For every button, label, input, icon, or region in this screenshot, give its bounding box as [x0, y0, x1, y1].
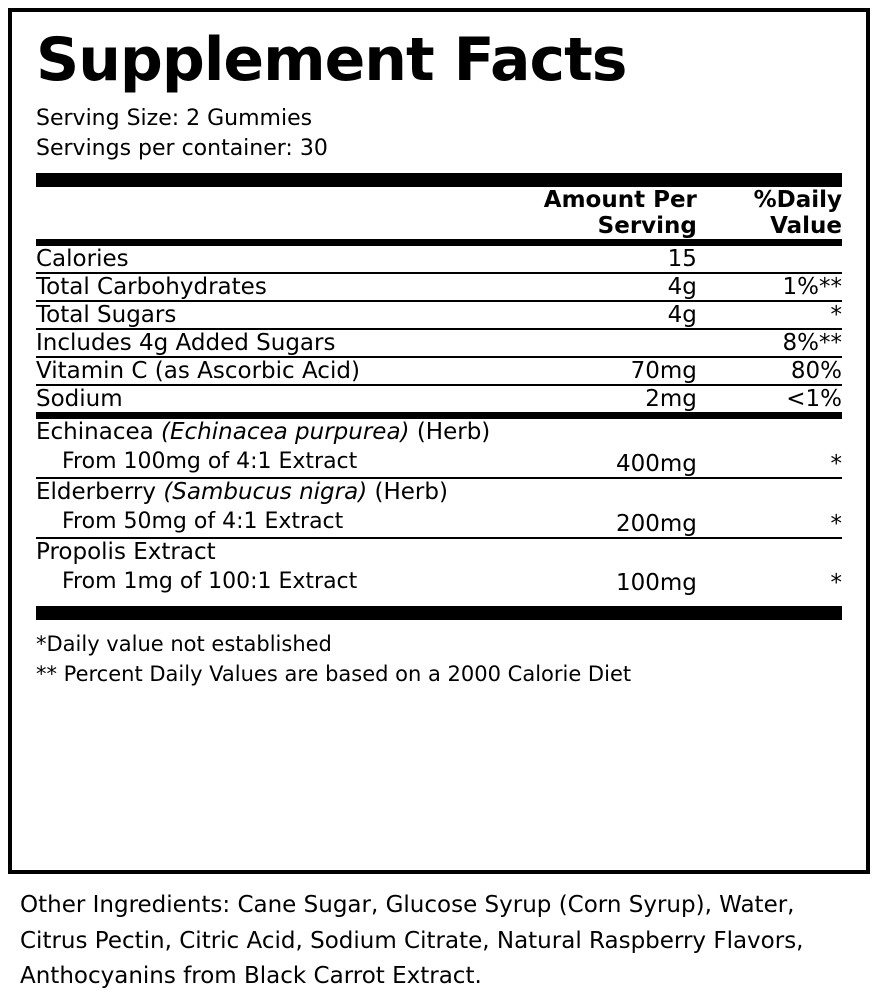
- divider-medium-header: [36, 239, 842, 246]
- page-title: Supplement Facts: [36, 25, 627, 95]
- nutrition-table: [36, 187, 842, 239]
- footnotes: [36, 630, 842, 689]
- herb-name: Echinacea: [36, 419, 162, 446]
- header-daily-value: %Daily Value: [753, 187, 842, 240]
- table-row: [36, 329, 842, 357]
- header-amount-per-serving: Amount Per Serving: [543, 187, 697, 240]
- nutrient-dv: 1%**: [697, 273, 842, 301]
- herb-name-cell: [36, 538, 503, 597]
- herb-source: From 100mg of 4:1 Extract: [62, 449, 358, 475]
- nutrient-amount: [503, 329, 696, 357]
- header-blank: [36, 187, 503, 239]
- table-row: [36, 246, 842, 273]
- herb-name-cell: [36, 478, 503, 538]
- nutrient-name: Includes 4g Added Sugars: [36, 329, 503, 357]
- herb-name: Propolis Extract: [36, 538, 216, 565]
- herb-dv: *: [697, 538, 842, 597]
- serving-info: [36, 104, 842, 163]
- nutrient-name: Calories: [36, 246, 129, 273]
- herb-name-cell: [36, 419, 503, 478]
- nutrient-amount: 4g: [503, 301, 696, 329]
- table-row: [36, 301, 842, 329]
- herb-latin-name: (Echinacea purpurea): [161, 419, 410, 446]
- herb-part: (Herb): [409, 419, 491, 446]
- nutrient-dv: 80%: [697, 357, 842, 385]
- nutrient-rows-table: [36, 246, 842, 412]
- herb-amount: 200mg: [503, 478, 696, 538]
- table-row: [36, 478, 842, 538]
- nutrient-amount: 70mg: [503, 357, 696, 385]
- herb-name: Elderberry: [36, 479, 164, 506]
- herb-source: From 1mg of 100:1 Extract: [62, 568, 358, 594]
- nutrient-amount: 15: [667, 246, 697, 273]
- footnote-daily-value: *Daily value not established: [36, 632, 332, 657]
- divider-thick-top: [36, 173, 842, 187]
- herb-amount: 400mg: [616, 451, 697, 478]
- divider-thick-bottom: [36, 606, 842, 620]
- serving-size: Serving Size: 2 Gummies: [36, 106, 313, 131]
- table-row: [36, 357, 842, 385]
- herb-source: From 50mg of 4:1 Extract: [62, 509, 344, 535]
- other-ingredients: Other Ingredients: Cane Sugar, Glucose Syrup (Corn Syrup), Water, Citrus Pectin, Citric Acid, Sodium Citrate, Natural Raspberry Flavors, Anthocyanins from Black Carrot Extract.: [20, 892, 804, 990]
- table-header-row: [36, 187, 842, 239]
- nutrient-name: Total Carbohydrates: [36, 273, 503, 301]
- table-row: [36, 419, 842, 478]
- nutrient-name: Total Sugars: [36, 301, 503, 329]
- nutrient-name: Sodium: [36, 385, 503, 412]
- herb-amount: 100mg: [503, 538, 696, 597]
- herbal-rows-table: [36, 419, 842, 596]
- nutrient-amount: 4g: [503, 273, 696, 301]
- nutrient-name: Vitamin C (as Ascorbic Acid): [36, 357, 503, 385]
- herb-dv: *: [830, 451, 842, 478]
- table-row: [36, 538, 842, 597]
- servings-per-container: Servings per container: 30: [36, 135, 328, 161]
- supplement-facts-panel: [8, 8, 870, 874]
- table-row: [36, 273, 842, 301]
- footnote-calorie-diet: ** Percent Daily Values are based on a 2000 Calorie Diet: [36, 661, 632, 686]
- nutrient-amount: 2mg: [503, 385, 696, 412]
- nutrient-dv: [697, 246, 842, 273]
- herb-part: (Herb): [367, 479, 448, 506]
- herb-dv: *: [697, 478, 842, 538]
- nutrient-dv: <1%: [697, 385, 842, 412]
- divider-medium-middle: [36, 412, 842, 419]
- herb-latin-name: (Sambucus nigra): [163, 479, 368, 506]
- table-row: [36, 385, 842, 412]
- nutrient-dv: 8%**: [697, 329, 842, 357]
- nutrient-dv: *: [697, 301, 842, 329]
